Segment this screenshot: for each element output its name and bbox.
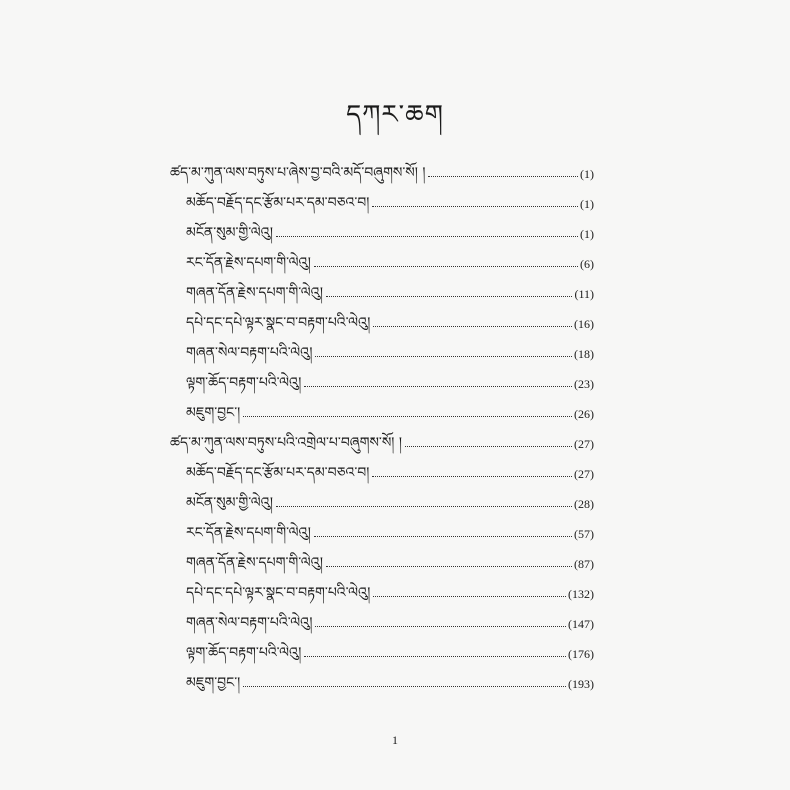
leader-dots	[428, 176, 578, 177]
leader-dots	[372, 206, 578, 207]
toc-entry-page: (18)	[574, 347, 594, 361]
leader-dots	[373, 596, 566, 597]
page-number: 1	[392, 733, 398, 747]
leader-dots	[314, 266, 578, 267]
toc-entry[interactable]	[186, 220, 594, 244]
toc-entry-label: གཞན་དོན་རྗེས་དཔག་གི་ལེའུ།	[186, 285, 324, 301]
toc-entry-page: (193)	[568, 677, 594, 691]
toc-entry-page: (57)	[574, 527, 594, 541]
toc-entry-label: དཔེ་དང་དཔེ་ལྟར་སྣང་བ་བརྟག་པའི་ལེའུ།	[186, 585, 371, 601]
leader-dots	[304, 656, 566, 657]
toc-entry[interactable]	[186, 670, 594, 694]
toc-entry[interactable]	[186, 400, 594, 424]
toc-entry-label: ཚད་མ་ཀུན་ལས་བཏུས་པའི་འགྲེལ་པ་བཞུགས་སོ། །	[170, 435, 402, 451]
toc-entry-page: (27)	[574, 467, 594, 481]
toc-entry-section[interactable]	[170, 430, 594, 454]
leader-dots	[405, 446, 572, 447]
toc-entry[interactable]	[186, 250, 594, 274]
leader-dots	[314, 536, 572, 537]
toc-entry-label: གཞན་སེལ་བརྟག་པའི་ལེའུ།	[186, 345, 313, 361]
leader-dots	[315, 626, 566, 627]
toc-entry[interactable]	[186, 550, 594, 574]
toc-entry-label: མཆོད་བརྗོད་དང་རྩོམ་པར་དམ་བཅའ་བ།	[186, 195, 370, 211]
toc-entry[interactable]	[186, 610, 594, 634]
toc-entry-page: (87)	[574, 557, 594, 571]
toc-entry-page: (16)	[574, 317, 594, 331]
toc-entry-page: (1)	[580, 227, 594, 241]
page-title: དཀར་ཆག	[346, 100, 444, 130]
toc-entry[interactable]	[186, 340, 594, 364]
toc-entry[interactable]	[186, 310, 594, 334]
toc-entry-label: མཇུག་བྱང་།	[186, 675, 241, 691]
toc-entry-label: ལྟག་ཆོད་བརྟག་པའི་ལེའུ།	[186, 375, 302, 391]
toc-entry[interactable]	[186, 640, 594, 664]
toc-entry[interactable]	[186, 490, 594, 514]
toc-entry-page: (6)	[580, 257, 594, 271]
toc-entry-section[interactable]	[170, 160, 594, 184]
toc-entry[interactable]	[186, 190, 594, 214]
toc-entry-label: ཚད་མ་ཀུན་ལས་བཏུས་པ་ཞེས་བྱ་བའི་མདོ་བཞུགས་སོ། །	[170, 165, 426, 181]
toc-entry[interactable]	[186, 460, 594, 484]
toc-entry-label: མངོན་སུམ་གྱི་ལེའུ།	[186, 225, 274, 241]
toc-entry[interactable]	[186, 520, 594, 544]
toc-entry[interactable]	[186, 580, 594, 604]
leader-dots	[276, 236, 578, 237]
toc-entry-label: མཇུག་བྱང་།	[186, 405, 241, 421]
leader-dots	[315, 356, 572, 357]
leader-dots	[276, 506, 572, 507]
toc-entry-label: རང་དོན་རྗེས་དཔག་གི་ལེའུ།	[186, 525, 311, 541]
toc-entry-label: གཞན་དོན་རྗེས་དཔག་གི་ལེའུ།	[186, 555, 324, 571]
toc-entry-label: རང་དོན་རྗེས་དཔག་གི་ལེའུ།	[186, 255, 311, 271]
toc-entry-label: གཞན་སེལ་བརྟག་པའི་ལེའུ།	[186, 615, 313, 631]
leader-dots	[243, 686, 566, 687]
toc-entry-page: (132)	[568, 587, 594, 601]
toc-entry[interactable]	[186, 370, 594, 394]
leader-dots	[373, 326, 572, 327]
toc-entry-page: (147)	[568, 617, 594, 631]
toc-entry-label: མངོན་སུམ་གྱི་ལེའུ།	[186, 495, 274, 511]
toc-entry-label: ལྟག་ཆོད་བརྟག་པའི་ལེའུ།	[186, 645, 302, 661]
leader-dots	[326, 566, 572, 567]
toc-entry-label: དཔེ་དང་དཔེ་ལྟར་སྣང་བ་བརྟག་པའི་ལེའུ།	[186, 315, 371, 331]
toc-entry-page: (1)	[580, 167, 594, 181]
leader-dots	[372, 476, 572, 477]
toc-entry-label: མཆོད་བརྗོད་དང་རྩོམ་པར་དམ་བཅའ་བ།	[186, 465, 370, 481]
toc-entry-page: (1)	[580, 197, 594, 211]
toc-entry-page: (26)	[574, 407, 594, 421]
toc-entry-page: (27)	[574, 437, 594, 451]
leader-dots	[243, 416, 572, 417]
toc-entry[interactable]	[186, 280, 594, 304]
leader-dots	[304, 386, 572, 387]
toc-entry-page: (176)	[568, 647, 594, 661]
toc-entry-page: (28)	[574, 497, 594, 511]
toc-entry-page: (23)	[574, 377, 594, 391]
toc-entry-page: (11)	[574, 287, 594, 301]
leader-dots	[326, 296, 572, 297]
